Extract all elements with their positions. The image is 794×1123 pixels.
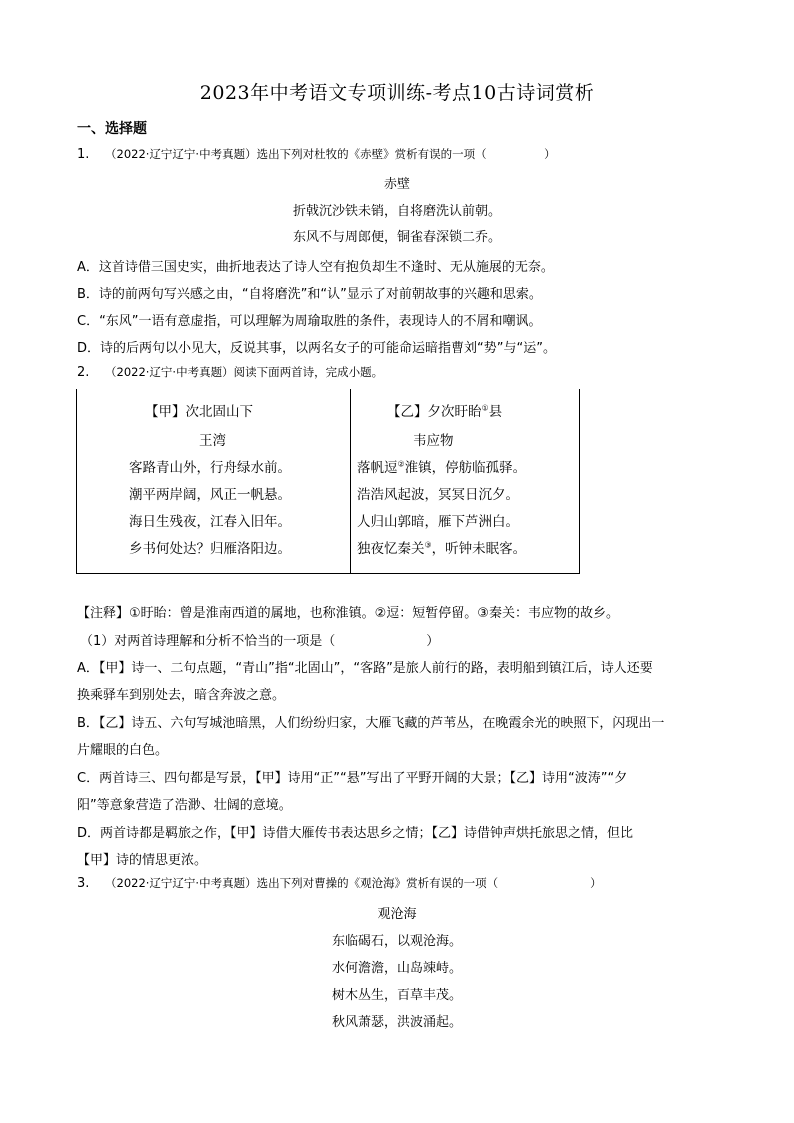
option-b: B．诗的前两句写兴感之由，“自将磨洗”和“认”显示了对前朝故事的兴趣和思索。 [77,287,542,302]
poem-line: 海日生残夜，江春入旧年。 [129,514,291,530]
option-d: D．两首诗都是羁旅之作，【甲】诗借大雁传书表达思乡之情；【乙】诗借钟声烘托旅思之情，但比 [77,826,634,841]
poem-title: 赤壁 [383,177,410,192]
question-number: 1. [77,147,90,162]
option-a: A．这首诗借三国史实，曲折地表达了诗人空有抱负却生不逢时、无从施展的无奈。 [77,260,554,275]
poem-b-cell [351,389,580,574]
poem-a-cell [77,389,351,574]
option-a-cont: 换乘驿车到别处去，暗含奔波之意。 [77,688,286,703]
poem-line: 秋风萧瑟，洪波涌起。 [331,1015,462,1030]
poem-line: 树木丛生，百草丰茂。 [331,988,462,1003]
poem-line: 东风不与周郎便，铜雀春深锁二乔。 [292,230,501,245]
poem-b-title: 【乙】夕次盱眙①县 [387,403,503,420]
question-2-stem [77,364,383,380]
poem-line: 东临碣石，以观沧海。 [331,934,462,949]
poem-line: 乡书何处达？归雁洛阳边。 [129,541,291,557]
poem-a-title: 【甲】次北固山下 [145,404,253,420]
question-number: 2. [77,365,90,380]
option-c: C．两首诗三、四句都是写景，【甲】诗用“正”“悬”写出了平野开阔的大景；【乙】诗用“波涛”“夕 [77,771,628,786]
poem-b-author: 韦应物 [413,433,454,449]
question-source: （2022·辽宁辽宁·中考真题）选出下列对杜牧的《赤壁》赏析有误的一项（ ） [105,147,556,161]
option-b-cont: 片耀眼的白色。 [77,743,169,758]
option-c: C．“东风”一语有意虚指，可以理解为周瑜取胜的条件，表现诗人的不屑和嘲讽。 [77,314,542,329]
poem-line: 潮平两岸阔，风正一帆悬。 [129,487,291,503]
question-source: （2022·辽宁·中考真题）阅读下面两首诗，完成小题。 [105,365,384,379]
option-d: D．诗的后两句以小见大，反说其事，以两名女子的可能命运暗指曹刘“势”与“运”。 [77,341,556,356]
sub-question-1: （1）对两首诗理解和分析不恰当的一项是（ ） [80,634,440,649]
option-a: A．【甲】诗一、二句点题，“青山”指“北固山”，“客路”是旅人前行的路，表明船到镇江后，诗人还要 [77,661,653,676]
option-b: B．【乙】诗五、六句写城池暗黑，人们纷纷归家，大雁飞藏的芦苇丛，在晚霞余光的映照下，闪现出一 [77,716,665,731]
poem-line: 折戟沉沙铁未销，自将磨洗认前朝。 [292,204,501,219]
question-number: 3. [77,876,90,891]
option-c-cont: 阳”等意象营造了浩渺、壮阔的意境。 [77,798,292,813]
option-d-cont: 【甲】诗的情思更浓。 [77,853,208,868]
section-heading: 一、选择题 [77,121,147,137]
question-1-stem [77,146,556,162]
poems-table [76,389,580,574]
poem-line: 人归山郭暗，雁下芦洲白。 [357,514,519,530]
annotation-notes: 【注释】①盱眙：曾是淮南西道的属地，也称淮镇。②逗：短暂停留。③秦关：韦应物的故乡。 [77,606,619,621]
poem-line: 浩浩风起波，冥冥日沉夕。 [357,487,519,503]
poem-line: 水何澹澹，山岛竦峙。 [331,961,462,976]
poem-title: 观沧海 [377,907,417,922]
poem-line: 独夜忆秦关③，听钟未眠客。 [357,540,527,557]
question-source: （2022·辽宁辽宁·中考真题）选出下列对曹操的《观沧海》赏析有误的一项（ ） [105,876,602,890]
page-title: 2023年中考语文专项训练-考点10古诗词赏析 [199,82,595,104]
question-3-stem [77,875,602,891]
poem-a-author: 王湾 [199,433,226,449]
poem-line: 客路青山外，行舟绿水前。 [129,460,291,476]
poem-line: 落帆逗②淮镇，停舫临孤驿。 [357,459,527,476]
